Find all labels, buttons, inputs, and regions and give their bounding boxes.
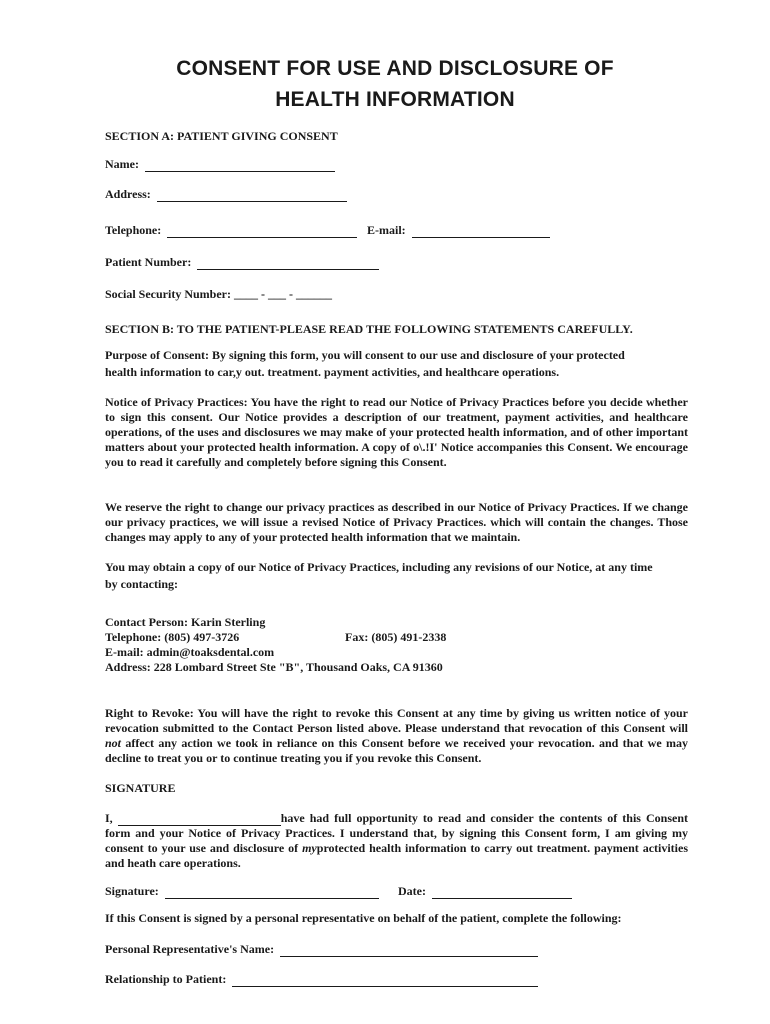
relationship-label: Relationship to Patient: — [105, 972, 227, 986]
telephone-field[interactable] — [167, 226, 357, 238]
ssn-field[interactable]: ____ - ___ - ______ — [233, 287, 332, 301]
name-field[interactable] — [145, 160, 335, 172]
address-label: Address: — [105, 187, 151, 201]
date-row — [398, 884, 572, 899]
statement-emphasis: my — [302, 841, 317, 855]
patient-number-field[interactable] — [197, 258, 379, 270]
reserve-right-paragraph: We reserve the right to change our privacy practices as described in our Notice of Privacy Practices. If we change our privacy practices, we will issue a revised Notice of Privacy Practices. which will contain the changes. Those changes may apply to any of your protected health information that we maintain. — [105, 500, 688, 544]
revoke-emphasis: not — [105, 736, 122, 750]
signature-statement — [105, 811, 688, 871]
obtain-copy-line-1: You may obtain a copy of our Notice of Privacy Practices, including any revisions of our Notice, at any time — [105, 560, 653, 574]
contact-address: Address: 228 Lombard Street Ste "B", Thousand Oaks, CA 91360 — [105, 660, 443, 674]
address-field[interactable] — [157, 190, 347, 202]
rep-name-field[interactable] — [280, 945, 538, 957]
signature-label: Signature: — [105, 884, 159, 898]
contact-person: Contact Person: Karin Sterling — [105, 615, 266, 629]
name-row — [105, 157, 335, 172]
date-label: Date: — [398, 884, 426, 898]
section-b-heading: SECTION B: TO THE PATIENT-PLEASE READ THE FOLLOWING STATEMENTS CAREFULLY. — [105, 322, 633, 336]
address-row — [105, 187, 347, 202]
signer-name-field[interactable] — [118, 814, 281, 826]
statement-text-2: protected health information to carry out treatment. payment activities and heath care operations. — [105, 841, 689, 870]
contact-fax: Fax: (805) 491-2338 — [345, 630, 447, 644]
rep-name-label: Personal Representative's Name: — [105, 942, 275, 956]
revoke-text-2: affect any action we took in reliance on this Consent before we received your revocation. and that we may decline to treat you or to continue treating you if you revoke this Consent. — [105, 736, 688, 765]
section-a-heading: SECTION A: PATIENT GIVING CONSENT — [105, 129, 338, 143]
statement-text-1: have had full opportunity to read and consider the contents of this Consent form and your Notice of Privacy Practices. I understand that, by signing this Consent form, I am giving my consent to your use and disclosure of — [105, 811, 688, 855]
ssn-label: Social Security Number: — [105, 287, 231, 301]
ssn-row — [105, 287, 332, 302]
right-to-revoke-paragraph — [105, 706, 688, 766]
patient-number-label: Patient Number: — [105, 255, 192, 269]
revoke-text-1: Right to Revoke: You will have the right to revoke this Consent at any time by giving us written notice of your revocation submitted to the Contact Person listed above. Please understand that revocation of this Consent will — [105, 706, 688, 735]
obtain-copy-line-2: by contacting: — [105, 577, 178, 591]
representative-instruction: If this Consent is signed by a personal representative on behalf of the patient, complete the following: — [105, 911, 622, 925]
relationship-row — [105, 972, 538, 987]
rep-name-row — [105, 942, 538, 957]
telephone-label: Telephone: — [105, 223, 162, 237]
purpose-line-1: Purpose of Consent: By signing this form, you will consent to our use and disclosure of your protected — [105, 348, 625, 362]
telephone-row — [105, 223, 357, 238]
email-label: E-mail: — [367, 223, 406, 237]
patient-number-row — [105, 255, 379, 270]
date-field[interactable] — [432, 887, 572, 899]
form-title-line-1: CONSENT FOR USE AND DISCLOSURE OF — [176, 57, 614, 80]
email-field[interactable] — [412, 226, 550, 238]
contact-telephone: Telephone: (805) 497-3726 — [105, 630, 240, 644]
contact-email: E-mail: admin@toaksdental.com — [105, 645, 275, 659]
i-label: I, — [105, 811, 113, 825]
signature-heading: SIGNATURE — [105, 781, 176, 795]
email-row — [367, 223, 550, 238]
signature-row — [105, 884, 379, 899]
form-title-line-2: HEALTH INFORMATION — [275, 88, 515, 111]
signature-field[interactable] — [165, 887, 379, 899]
name-label: Name: — [105, 157, 139, 171]
relationship-field[interactable] — [232, 975, 538, 987]
notice-of-privacy-paragraph: Notice of Privacy Practices: You have the right to read our Notice of Privacy Practices before you decide whether to sign this consent. Our Notice provides a description of our treatment, payment activities, and healthcare operations, of the uses and disclosures we may make of your protected health information, and of other important matters about your protected health information. A copy of o\.!I' Notice accompanies this Consent. We encourage you to read it carefully and completely before signing this Consent. — [105, 395, 688, 469]
purpose-line-2: health information to car,y out. treatment. payment activities, and healthcare operations. — [105, 365, 560, 379]
